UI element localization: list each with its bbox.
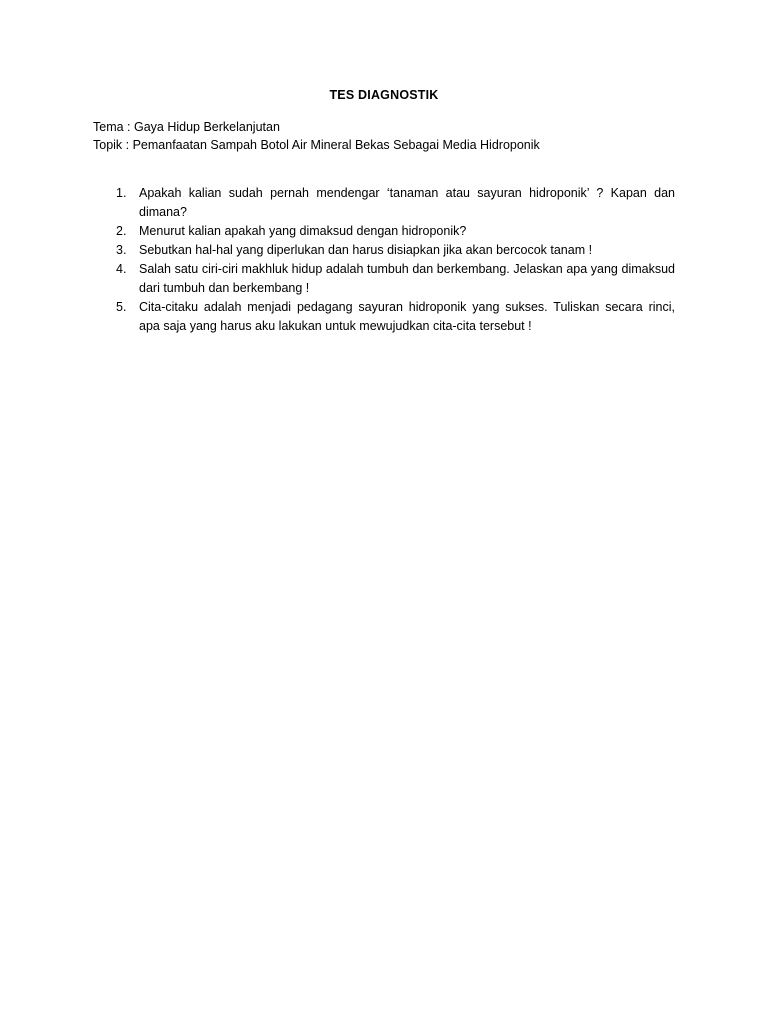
question-number: 2. <box>116 224 127 238</box>
question-list <box>110 184 675 336</box>
question-item-5 <box>110 298 675 336</box>
theme-line: Tema : Gaya Hidup Berkelanjutan <box>93 120 280 134</box>
question-text: Cita-citaku adalah menjadi pedagang sayuran hidroponik yang sukses. Tuliskan secara rinci, apa saja yang harus aku lakukan untuk mewujudkan cita-cita tersebut ! <box>139 300 675 333</box>
question-number: 1. <box>116 186 127 200</box>
question-text: Salah satu ciri-ciri makhluk hidup adalah tumbuh dan berkembang. Jelaskan apa yang dimaksud dari tumbuh dan berkembang ! <box>139 262 675 295</box>
question-text: Sebutkan hal-hal yang diperlukan dan harus disiapkan jika akan bercocok tanam ! <box>139 243 593 257</box>
question-number: 5. <box>116 300 127 314</box>
question-item-1 <box>110 184 675 222</box>
question-number: 3. <box>116 243 127 257</box>
question-text: Menurut kalian apakah yang dimaksud dengan hidroponik? <box>139 224 467 238</box>
question-text: Apakah kalian sudah pernah mendengar ‘tanaman atau sayuran hidroponik’ ? Kapan dan dimana? <box>139 186 675 219</box>
question-item-3 <box>110 241 675 260</box>
document-title: TES DIAGNOSTIK <box>329 88 439 102</box>
question-item-4 <box>110 260 675 298</box>
question-item-2 <box>110 222 675 241</box>
question-number: 4. <box>116 262 127 276</box>
topic-line: Topik : Pemanfaatan Sampah Botol Air Mineral Bekas Sebagai Media Hidroponik <box>93 138 540 152</box>
